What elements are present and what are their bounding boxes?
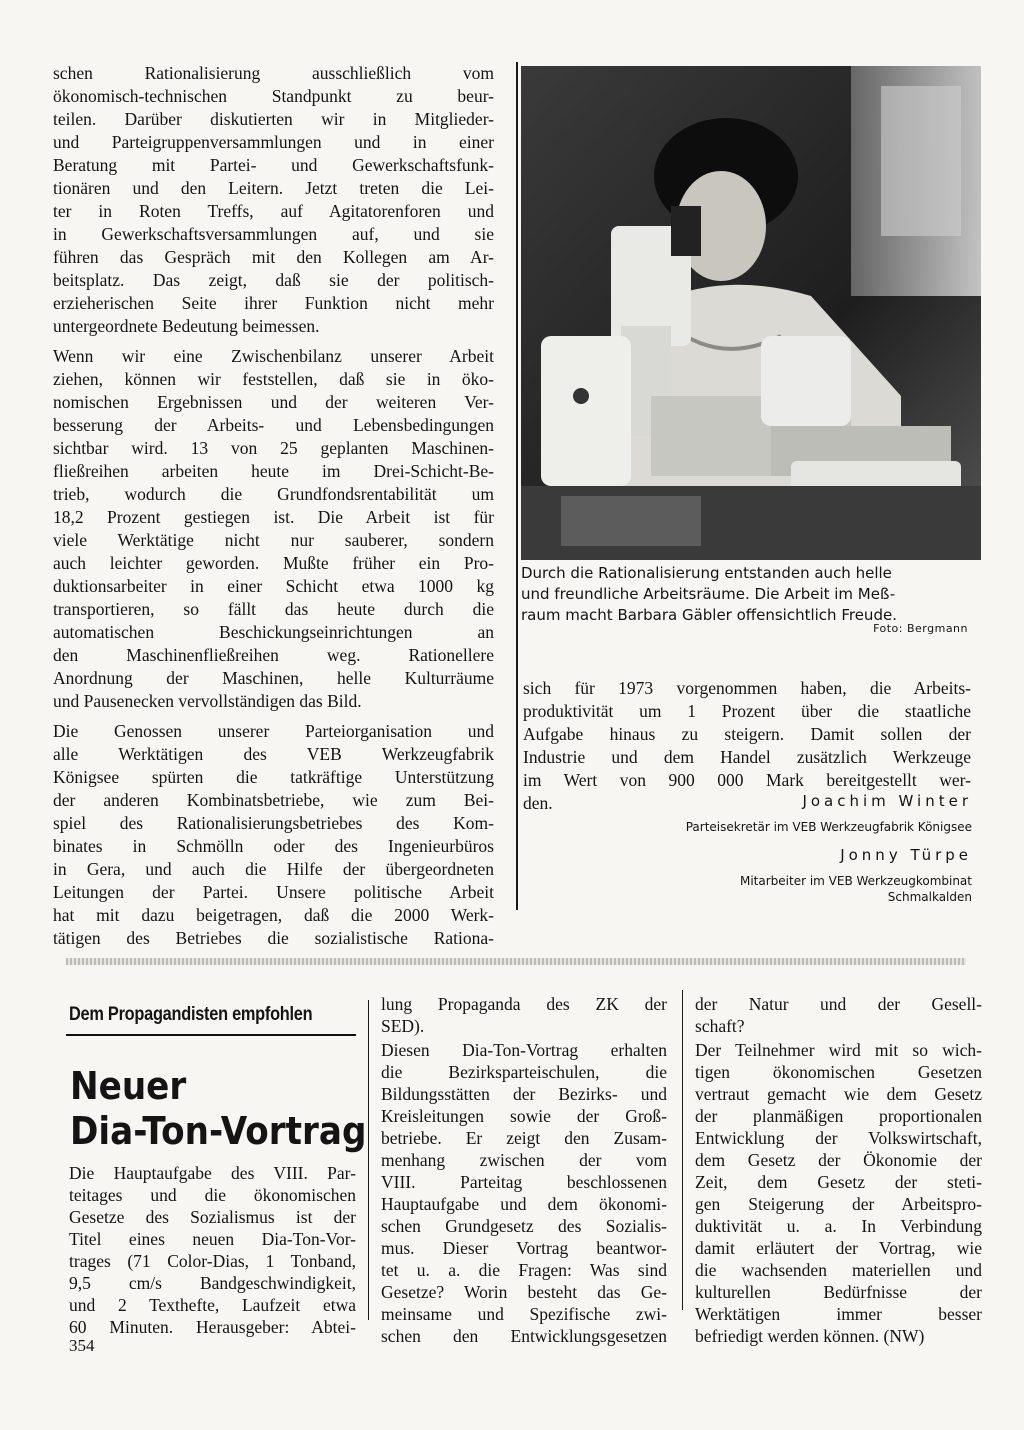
text-line: befriedigt werden können. (NW) [695, 1326, 925, 1346]
text-line: kulturellen Bedürfnisse der [695, 1282, 982, 1302]
text-line: den Maschinenfließreihen weg. Rationellere [53, 645, 494, 665]
text-line: vertraut gemacht wie dem Gesetz [695, 1084, 982, 1104]
text-line: tet u. a. die Fragen: Was sind [381, 1260, 667, 1280]
text-line: duktivität u. a. In Verbindung [695, 1216, 982, 1236]
photo-illustration [521, 66, 981, 560]
column-rule [516, 62, 518, 910]
text-line: Zeit, dem Gesetz der steti- [695, 1172, 982, 1192]
text-line: sich für 1973 vorgenommen haben, die Arbeits- [523, 678, 971, 698]
text-line: der planmäßigen proportionalen [695, 1106, 982, 1126]
text-line: 9,5 cm/s Bandgeschwindigkeit, [69, 1273, 356, 1293]
text-line: Entwicklung der Volkswirtschaft, [695, 1128, 982, 1148]
text-line: sichtbar wird. 13 von 25 geplanten Maschinen- [53, 438, 494, 458]
text-line: hat mit dazu beigetragen, daß die 2000 Werk- [53, 905, 494, 925]
column-rule [682, 990, 683, 1310]
text-line: schen Rationalisierung ausschließlich vom [53, 63, 494, 83]
text-line: damit erläutert der Vortrag, wie [695, 1238, 982, 1258]
text-line: Die Genossen unserer Parteiorganisation und [53, 721, 494, 741]
text-line: auch leichter geworden. Mußte früher ein Pro- [53, 553, 494, 573]
text-line: ter in Roten Treffs, auf Agitatorenforen und [53, 201, 494, 221]
text-line: tionären und den Leitern. Jetzt treten die Lei- [53, 178, 494, 198]
text-line: Hauptaufgabe und dem ökonomi- [381, 1194, 667, 1214]
section-kicker: Dem Propagandisten empfohlen [69, 1004, 313, 1025]
text-line: menhang zwischen der vom [381, 1150, 667, 1170]
text-line: gen Steigerung der Arbeitspro- [695, 1194, 982, 1214]
headline: Neuer [70, 1064, 187, 1108]
headline: Dia-Ton-Vortrag [70, 1109, 367, 1153]
page-number: 354 [69, 1336, 95, 1355]
text-line: tätigen des Betriebes die sozialistische Rationa- [53, 928, 494, 948]
text-line: Der Teilnehmer wird mit so wich- [695, 1040, 982, 1060]
text-line: schen den Entwicklungsgesetzen [381, 1326, 667, 1346]
signature-role: Parteisekretär im VEB Werkzeugfabrik Königsee [685, 820, 972, 834]
text-line: Wenn wir eine Zwischenbilanz unserer Arbeit [53, 346, 494, 366]
signature-name: Joachim Winter [802, 792, 972, 810]
text-line: und Parteigruppenversammlungen und in einer [53, 132, 494, 152]
column-rule [368, 1000, 369, 1320]
text-line: Beratung mit Partei- und Gewerkschaftsfunk- [53, 155, 494, 175]
text-line: schaft? [695, 1016, 745, 1036]
text-line: und 2 Texthefte, Laufzeit etwa [69, 1295, 356, 1315]
text-line: ökonomisch-technischen Standpunkt zu beur- [53, 86, 494, 106]
signature-name: Jonny Türpe [840, 846, 972, 864]
text-line: teilen. Darüber diskutierten wir in Mitglieder- [53, 109, 494, 129]
kicker-rule [66, 1034, 356, 1036]
article-column-1 [53, 0, 494, 948]
text-line: Industrie und dem Handel zusätzlich Werkzeuge [523, 747, 971, 767]
text-line: dem Gesetz der Ökonomie der [695, 1150, 982, 1170]
text-line: betriebe. Er zeigt den Zusam- [381, 1128, 667, 1148]
text-line: binates in Schmölln oder des Ingenieurbüros [53, 836, 494, 856]
photo-caption-line: und freundliche Arbeitsräume. Die Arbeit im Meß- [521, 585, 896, 603]
text-line: schen Grundgesetz des Sozialis- [381, 1216, 667, 1236]
text-line: Bildungsstätten der Bezirks- und [381, 1084, 667, 1104]
photo-measuring-room [521, 66, 981, 560]
photo-caption-line: Durch die Rationalisierung entstanden auch helle [521, 564, 892, 582]
text-line: lung Propaganda des ZK der [381, 994, 667, 1014]
text-line: Die Hauptaufgabe des VIII. Par- [69, 1163, 356, 1183]
text-line: der Natur und der Gesell- [695, 994, 982, 1014]
text-line: Königsee spürten die tatkräftige Unterstützung [53, 767, 494, 787]
text-line: mus. Dieser Vortrag beantwor- [381, 1238, 667, 1258]
text-line: in Gera, und auch die Hilfe der übergeordneten [53, 859, 494, 879]
text-line: Werktätigen immer besser [695, 1304, 982, 1324]
text-line: Leitungen der Partei. Unsere politische Arbeit [53, 882, 494, 902]
text-line: untergeordnete Bedeutung beimessen. [53, 316, 320, 336]
text-line: erzieherischen Seite ihrer Funktion nicht mehr [53, 293, 494, 313]
text-line: den. [523, 793, 553, 813]
text-line: die Bezirksparteischulen, die [381, 1062, 667, 1082]
text-line: Gesetze des Sozialismus ist der [69, 1207, 356, 1227]
text-line: alle Werktätigen des VEB Werkzeugfabrik [53, 744, 494, 764]
text-line: Titel eines neuen Dia-Ton-Vor- [69, 1229, 356, 1249]
section-divider [66, 958, 966, 965]
text-line: Kreisleitungen sowie der Groß- [381, 1106, 667, 1126]
text-line: der anderen Kombinatsbetriebe, wie zum Bei- [53, 790, 494, 810]
text-line: produktivität um 1 Prozent über die staatliche [523, 701, 971, 721]
text-line: Gesetze? Worin besteht das Ge- [381, 1282, 667, 1302]
text-line: trieb, wodurch die Grundfondsrentabilität um [53, 484, 494, 504]
text-line: Aufgabe hinaus zu steigern. Damit sollen der [523, 724, 971, 744]
text-line: nomischen Ergebnissen und der weiteren Ver- [53, 392, 494, 412]
text-line: teitages und die ökonomischen [69, 1185, 356, 1205]
photo-caption-line: raum macht Barbara Gäbler offensichtlich Freude. [521, 606, 897, 624]
text-line: und Pausenecken vervollständigen das Bild. [53, 691, 362, 711]
text-line: ziehen, können wir feststellen, daß sie in öko- [53, 369, 494, 389]
text-line: tigen ökonomischen Gesetzen [695, 1062, 982, 1082]
text-line: meinsame und Spezifische zwi- [381, 1304, 667, 1324]
text-line: duktionsarbeiter in einer Schicht etwa 1000 kg [53, 576, 494, 596]
text-line: fließreihen arbeiten heute im Drei-Schicht-Be- [53, 461, 494, 481]
text-line: führen das Gespräch mit den Kollegen am Ar- [53, 247, 494, 267]
text-line: automatischen Beschickungseinrichtungen an [53, 622, 494, 642]
text-line: Anordnung der Maschinen, helle Kulturräume [53, 668, 494, 688]
text-line: beitsplatz. Das zeigt, daß sie der politisch- [53, 270, 494, 290]
photo-credit: Foto: Bergmann [873, 622, 968, 635]
text-line: SED). [381, 1016, 425, 1036]
text-line: die wachsenden materiellen und [695, 1260, 982, 1280]
text-line: transportieren, so fällt das heute durch die [53, 599, 494, 619]
text-line: 18,2 Prozent gestiegen ist. Die Arbeit ist für [53, 507, 494, 527]
text-line: VIII. Parteitag beschlossenen [381, 1172, 667, 1192]
signature-role: Mitarbeiter im VEB Werkzeugkombinat [739, 874, 972, 888]
text-line: trages (71 Color-Dias, 1 Tonband, [69, 1251, 356, 1271]
text-line: 60 Minuten. Herausgeber: Abtei- [69, 1317, 356, 1337]
text-line: spiel des Rationalisierungsbetriebes des Kom- [53, 813, 494, 833]
text-line: im Wert von 900 000 Mark bereitgestellt wer- [523, 770, 971, 790]
text-line: besserung der Arbeits- und Lebensbedingungen [53, 415, 494, 435]
text-line: in Gewerkschaftsversammlungen auf, und sie [53, 224, 494, 244]
text-line: viele Werktätige nicht nur sauberer, sondern [53, 530, 494, 550]
signature-role: Schmalkalden [887, 890, 972, 904]
text-line: Diesen Dia-Ton-Vortrag erhalten [381, 1040, 667, 1060]
